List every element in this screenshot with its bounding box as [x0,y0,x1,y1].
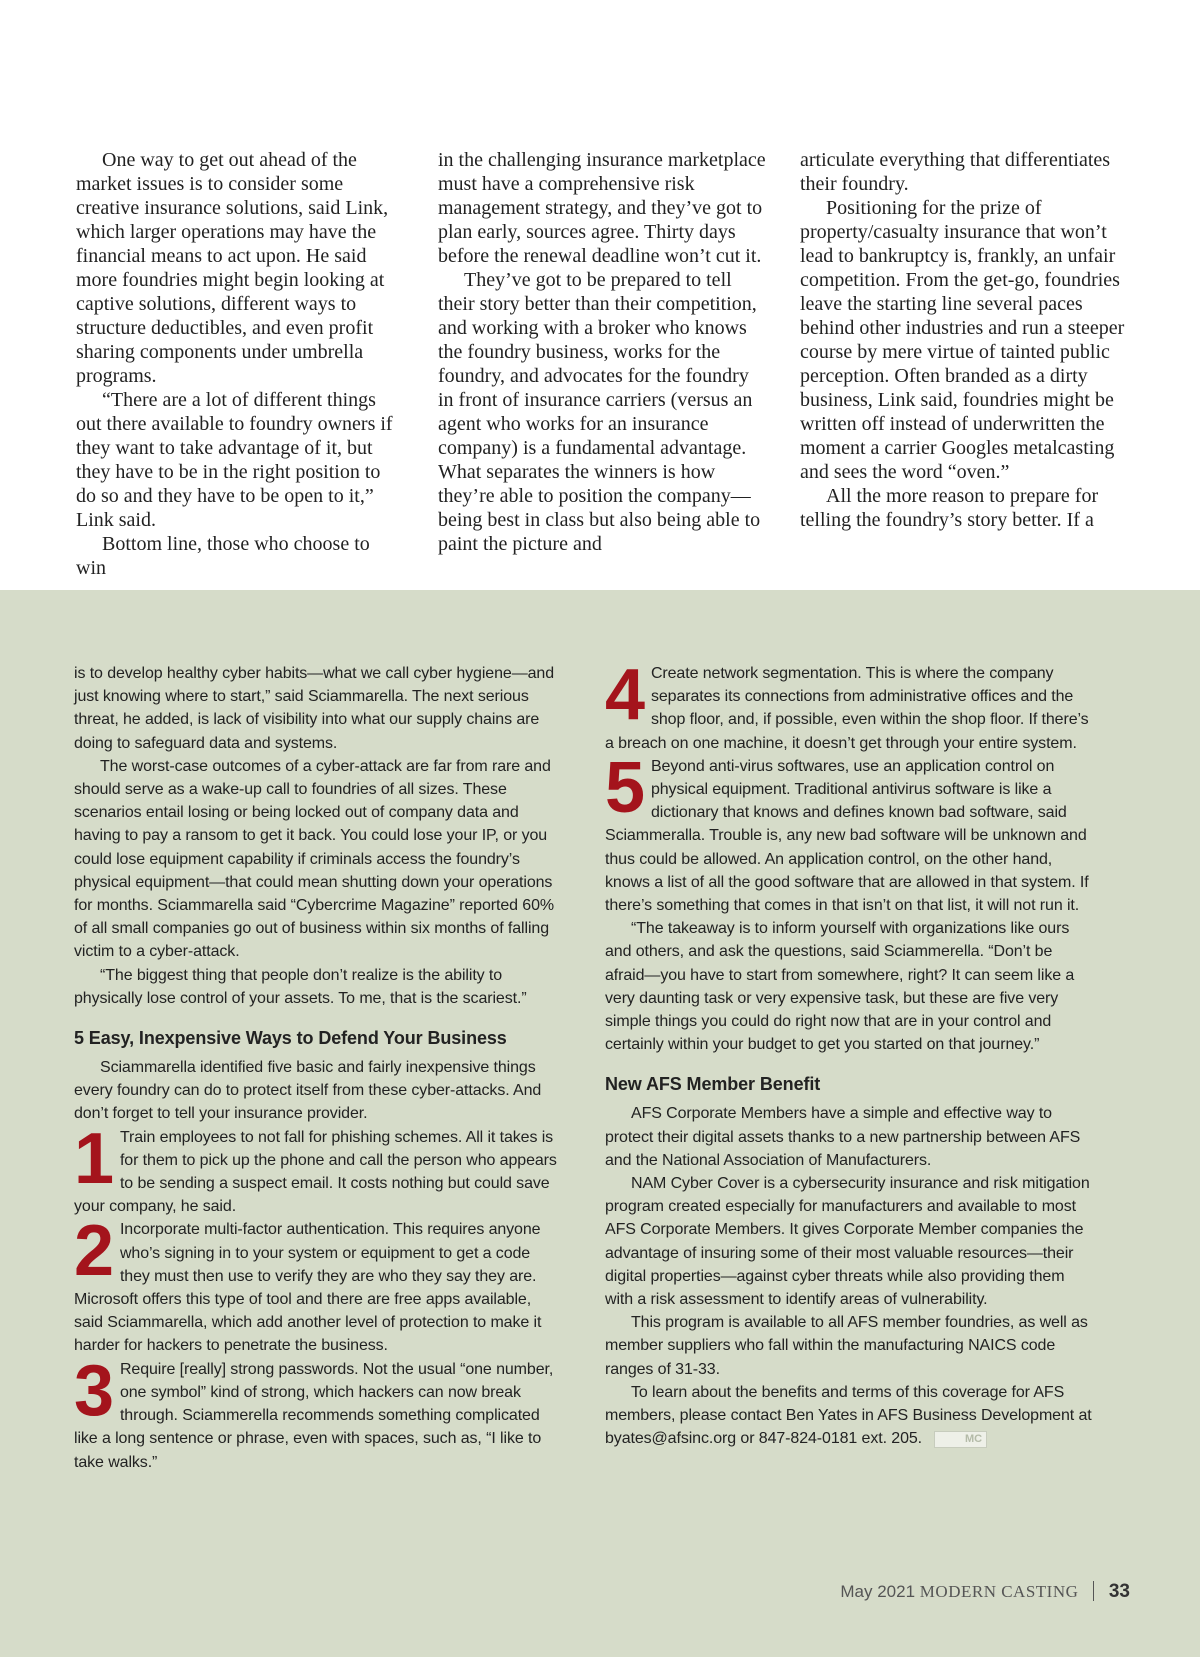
drop-number: 1 [74,1125,114,1199]
paragraph: Sciammarella identified five basic and fairly inexpensive things every foundry can do to protect itself from these cyber-attacks. And don’t forget to tell your insurance provider. [74,1059,542,1123]
paragraph: All the more reason to prepare for telling the foundry’s story better. If a [800,485,1099,531]
tip-item [605,662,1095,755]
tip-text: Beyond anti-virus softwares, use an application control on physical equipment. Traditional antivirus software is like a dictionary that knows and defines known bad software, said Sciammeralla. Trouble is, any new bad software will be unknown and thus could be allowed. An application control, on the other hand, knows a list of all the good software that are allowed in that system. If there’s something that comes in that isn’t on that list, it will not run it. [605,757,1089,915]
paragraph: “There are a lot of different things out there available to foundry owners if they want to take advantage of it, but they have to be in the right position to do so and they have to be open to it,” Link said. [76,389,393,531]
paragraph: Positioning for the prize of property/casualty insurance that won’t lead to bankruptcy is, frankly, an unfair competition. From the get-go, foundries leave the starting line several paces behind other industries and run a steeper course by mere virtue of tainted public perception. Often branded as a dirty business, Link said, foundries might be written off instead of underwritten the moment a carrier Googles metalcasting and sees the word “oven.” [800,197,1125,483]
paragraph: “The biggest thing that people don’t realize is the ability to physically lose control of your assets. To me, that is the scariest.” [74,966,527,1007]
cyber-sidebar [0,590,1200,1657]
tip-item [74,1218,564,1357]
drop-number: 5 [605,754,645,828]
paragraph: This program is available to all AFS member foundries, as well as member suppliers who fall within the manufacturing NAICS code ranges of 31-33. [605,1314,1088,1378]
article-body [0,0,1200,590]
drop-number: 3 [74,1357,114,1431]
article-column-3 [800,148,1130,532]
magazine-name: MODERN CASTING [919,1582,1079,1601]
footer-divider [1093,1581,1094,1601]
section-heading: New AFS Member Benefit [605,1074,821,1095]
paragraph: Bottom line, those who choose to win [76,533,370,579]
issue-date: May 2021 [840,1582,916,1601]
tip-text: Train employees to not fall for phishing schemes. All it takes is for them to pick up the phone and call the person who appears to be sending a suspect email. It costs nothing but could save your company, he said. [74,1128,557,1216]
tip-text: Incorporate multi-factor authentication. This requires anyone who’s signing in to your system or equipment to get a code they must then use to verify they are who they say they are. Microsoft offers this type of tool and there are free apps available, said Sciammarella, which add another level of protection to make it harder for hackers to penetrate the business. [74,1221,542,1355]
sidebar-column-right [605,662,1095,1451]
closing-text: To learn about the benefits and terms of this coverage for AFS members, please contact Ben Yates in AFS Business Development at byates@afsinc.org or 847-824-0181 ext. 205. [605,1383,1092,1448]
article-column-2 [438,148,768,556]
paragraph: AFS Corporate Members have a simple and effective way to protect their digital assets thanks to a new partnership between AFS and the National Association of Manufacturers. [605,1105,1081,1169]
tip-item [74,1126,564,1219]
article-column-1 [76,148,398,580]
section-heading: 5 Easy, Inexpensive Ways to Defend Your Business [74,1028,507,1049]
paragraph: The worst-case outcomes of a cyber-attack are far from rare and should serve as a wake-up call to foundries of all sizes. These scenarios entail losing or being locked out of company data and having to pay a ransom to get it back. You could lose your IP, or you could lose equipment capability if criminals access the foundry’s physical equipment—that could mean shutting down your operations for months. Sciammarella said “Cybercrime Magazine” reported 60% of all small companies go out of business within six months of falling victim to a cyber-attack. [74,757,555,961]
page-number: 33 [1108,1581,1130,1602]
tip-item [605,755,1095,917]
paragraph: They’ve got to be prepared to tell their story better than their competition, and working with a broker who knows the foundry business, works for the foundry, and advocates for the foundry in front of insurance carriers (versus an agent who works for an insurance company) is a fundamental advantage. What separates the winners is how they’re able to position the company—being best in class but also being able to paint the picture and [438,269,761,555]
page-footer [820,1580,1130,1604]
paragraph: NAM Cyber Cover is a cybersecurity insurance and risk mitigation program created especially for manufacturers and available to most AFS Corporate Members. It gives Corporate Member companies the advantage of insuring some of their most valuable resources—their digital properties—against cyber threats while also providing them with a risk assessment to identify areas of vulnerability. [605,1175,1090,1309]
end-mark-logo: MC [934,1431,987,1448]
paragraph: in the challenging insurance marketplace must have a comprehensive risk management strategy, and they’ve got to plan early, sources agree. Thirty days before the renewal deadline won’t cut it. [438,149,766,267]
paragraph: “The takeaway is to inform yourself with organizations like ours and others, and ask the questions, said Sciammerella. “Don’t be afraid—you have to start from somewhere, right? It can seem like a very daunting task or very expensive task, but these are five very simple things you could do right now that are in your control and certainly within your budget to get you started on that journey.” [605,920,1075,1054]
paragraph: articulate everything that differentiates their foundry. [800,149,1111,195]
paragraph [605,1381,1095,1451]
paragraph: is to develop healthy cyber habits—what we call cyber hygiene—and just knowing where to start,” said Sciammarella. The next serious threat, he added, is lack of visibility into what our supply chains are doing to safeguard data and systems. [74,665,554,752]
sidebar-column-left [74,662,564,1474]
drop-number: 4 [605,662,645,735]
tip-item [74,1358,564,1474]
tip-text: Create network segmentation. This is where the company separates its connections from administrative offices and the shop floor, and, if possible, even within the shop floor. If there’s a breach on one machine, it doesn’t get through your entire system. [605,665,1089,752]
paragraph: One way to get out ahead of the market issues is to consider some creative insurance solutions, said Link, which larger operations may have the financial means to act upon. He said more foundries might begin looking at captive solutions, different ways to structure deductibles, and even profit sharing components under umbrella programs. [76,149,389,387]
tip-text: Require [really] strong passwords. Not the usual “one number, one symbol” kind of strong, which hackers can now break through. Sciammerella recommends something complicated like a long sentence or phrase, even with spaces, such as, “I like to take walks.” [74,1360,554,1471]
drop-number: 2 [74,1218,114,1292]
